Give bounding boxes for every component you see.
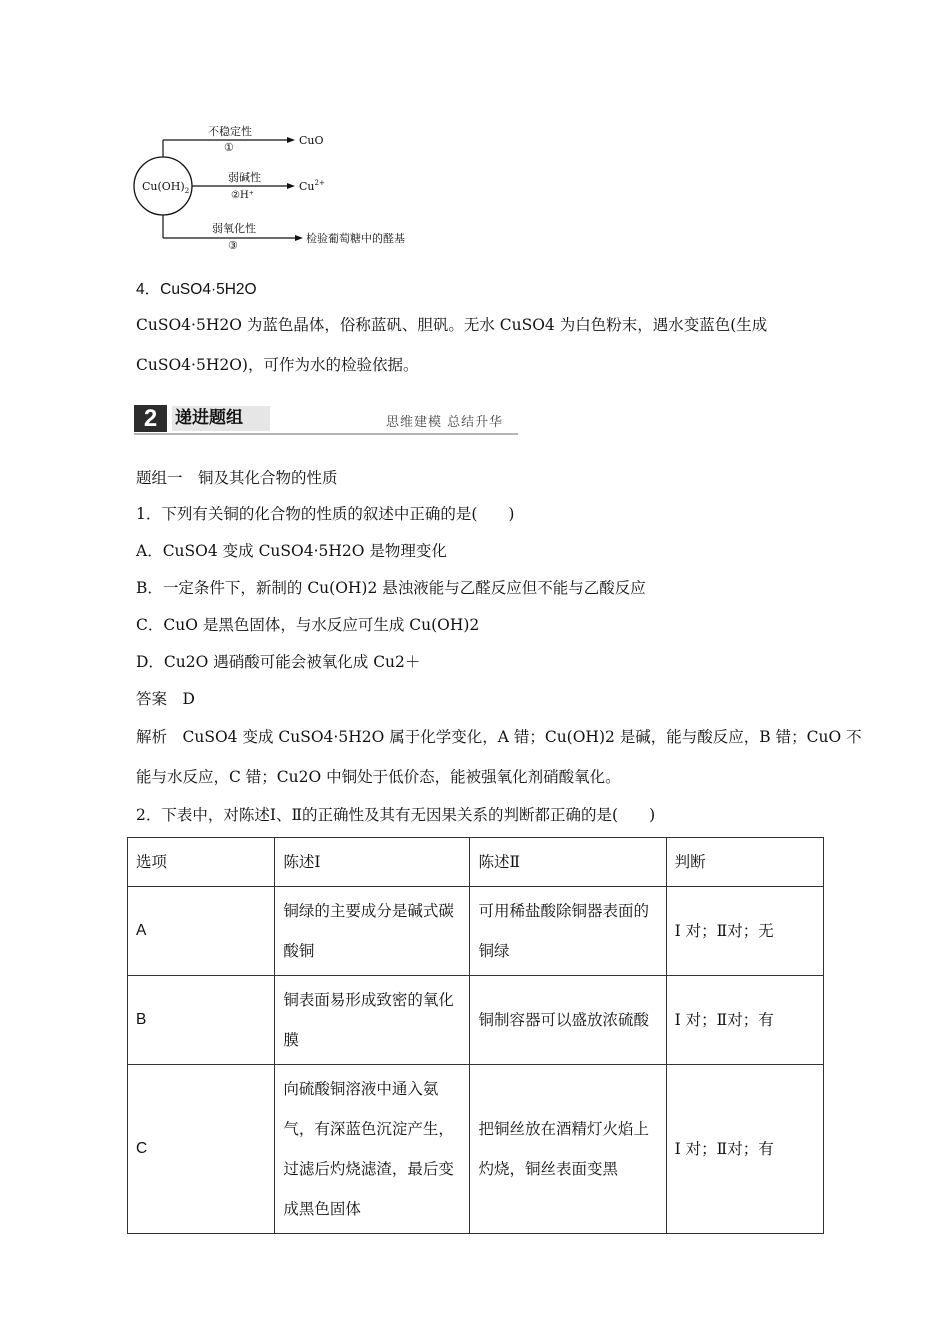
branch-1-product: CuO [299,134,324,147]
branch-3-product: 检验葡萄糖中的醛基 [306,232,405,245]
table-row [128,887,824,976]
question-2-stem: 2．下表中，对陈述Ⅰ、Ⅱ的正确性及其有无因果关系的判断都正确的是( ) [136,806,656,824]
cu-oh2-property-diagram [132,118,432,253]
branch-3-num: ③ [228,239,238,252]
question-1-analysis-line-1: 解析 CuSO4 变成 CuSO4·5H2O 属于化学变化，A 错；Cu(OH)2 是碱，能与酸反应，B 错；CuO 不 [136,728,862,746]
branch-2-product: $Cu^{2+}$ [299,179,325,193]
table-header-row [128,838,824,887]
row-statement-2: 铜制容器可以盛放浓硫酸 [470,976,666,1065]
section-4-line-1: CuSO4·5H2O 为蓝色晶体，俗称蓝矾、胆矾。无水 CuSO4 为白色粉末，遇水变蓝色(生成 [136,316,768,334]
branch-1-property: 不稳定性 [208,125,252,138]
banner-rule [134,433,518,435]
table-row [128,1065,824,1234]
banner-title: 递进题组 [172,406,270,431]
branch-2-num: ②H⁺ [231,190,254,201]
branch-3-property: 弱氧化性 [212,222,256,235]
row-option: B [128,976,275,1065]
banner-number: 2 [134,405,167,432]
question-1-option-b: B．一定条件下，新制的 Cu(OH)2 悬浊液能与乙醛反应但不能与乙酸反应 [136,579,646,597]
question-1-analysis-line-2: 能与水反应，C 错；Cu2O 中铜处于低价态，能被强氧化剂硝酸氧化。 [136,768,621,786]
row-statement-2: 可用稀盐酸除铜器表面的铜绿 [470,887,666,976]
group-title: 题组一 铜及其化合物的性质 [136,469,338,487]
question-2-table [127,837,824,1234]
question-1-stem: 1．下列有关铜的化合物的性质的叙述中正确的是( ) [136,505,515,523]
header-statement-2: 陈述Ⅱ [470,838,666,887]
row-judgement: Ⅰ 对；Ⅱ对；有 [666,976,823,1065]
branch-1-num: ① [224,141,234,154]
row-statement-1: 铜表面易形成致密的氧化膜 [275,976,470,1065]
section-4-heading: 4．CuSO4·5H2O [136,281,257,298]
table-row [128,976,824,1065]
header-statement-1: 陈述Ⅰ [275,838,470,887]
row-judgement: Ⅰ 对；Ⅱ对；无 [666,887,823,976]
row-statement-2: 把铜丝放在酒精灯火焰上灼烧，铜丝表面变黑 [470,1065,666,1234]
row-judgement: Ⅰ 对；Ⅱ对；有 [666,1065,823,1234]
question-1-answer: 答案 D [136,690,195,708]
row-option: C [128,1065,275,1234]
cu-oh2-label: $Cu(OH)_2$ [142,180,190,195]
row-statement-1: 铜绿的主要成分是碱式碳酸铜 [275,887,470,976]
row-option: A [128,887,275,976]
branch-2-property: 弱碱性 [228,171,261,184]
header-option: 选项 [128,838,275,887]
section-4-line-2: CuSO4·5H2O)，可作为水的检验依据。 [136,356,419,374]
banner-subtitle: 思维建模 总结升华 [386,415,504,430]
question-1-option-c: C．CuO 是黑色固体，与水反应可生成 Cu(OH)2 [136,616,480,634]
question-1-option-a: A．CuSO4 变成 CuSO4·5H2O 是物理变化 [136,542,447,560]
header-judgement: 判断 [666,838,823,887]
question-1-option-d: D．Cu2O 遇硝酸可能会被氧化成 Cu2＋ [136,653,421,671]
row-statement-1: 向硫酸铜溶液中通入氨气，有深蓝色沉淀产生，过滤后灼烧滤渣，最后变成黑色固体 [275,1065,470,1234]
section-banner [134,405,518,435]
